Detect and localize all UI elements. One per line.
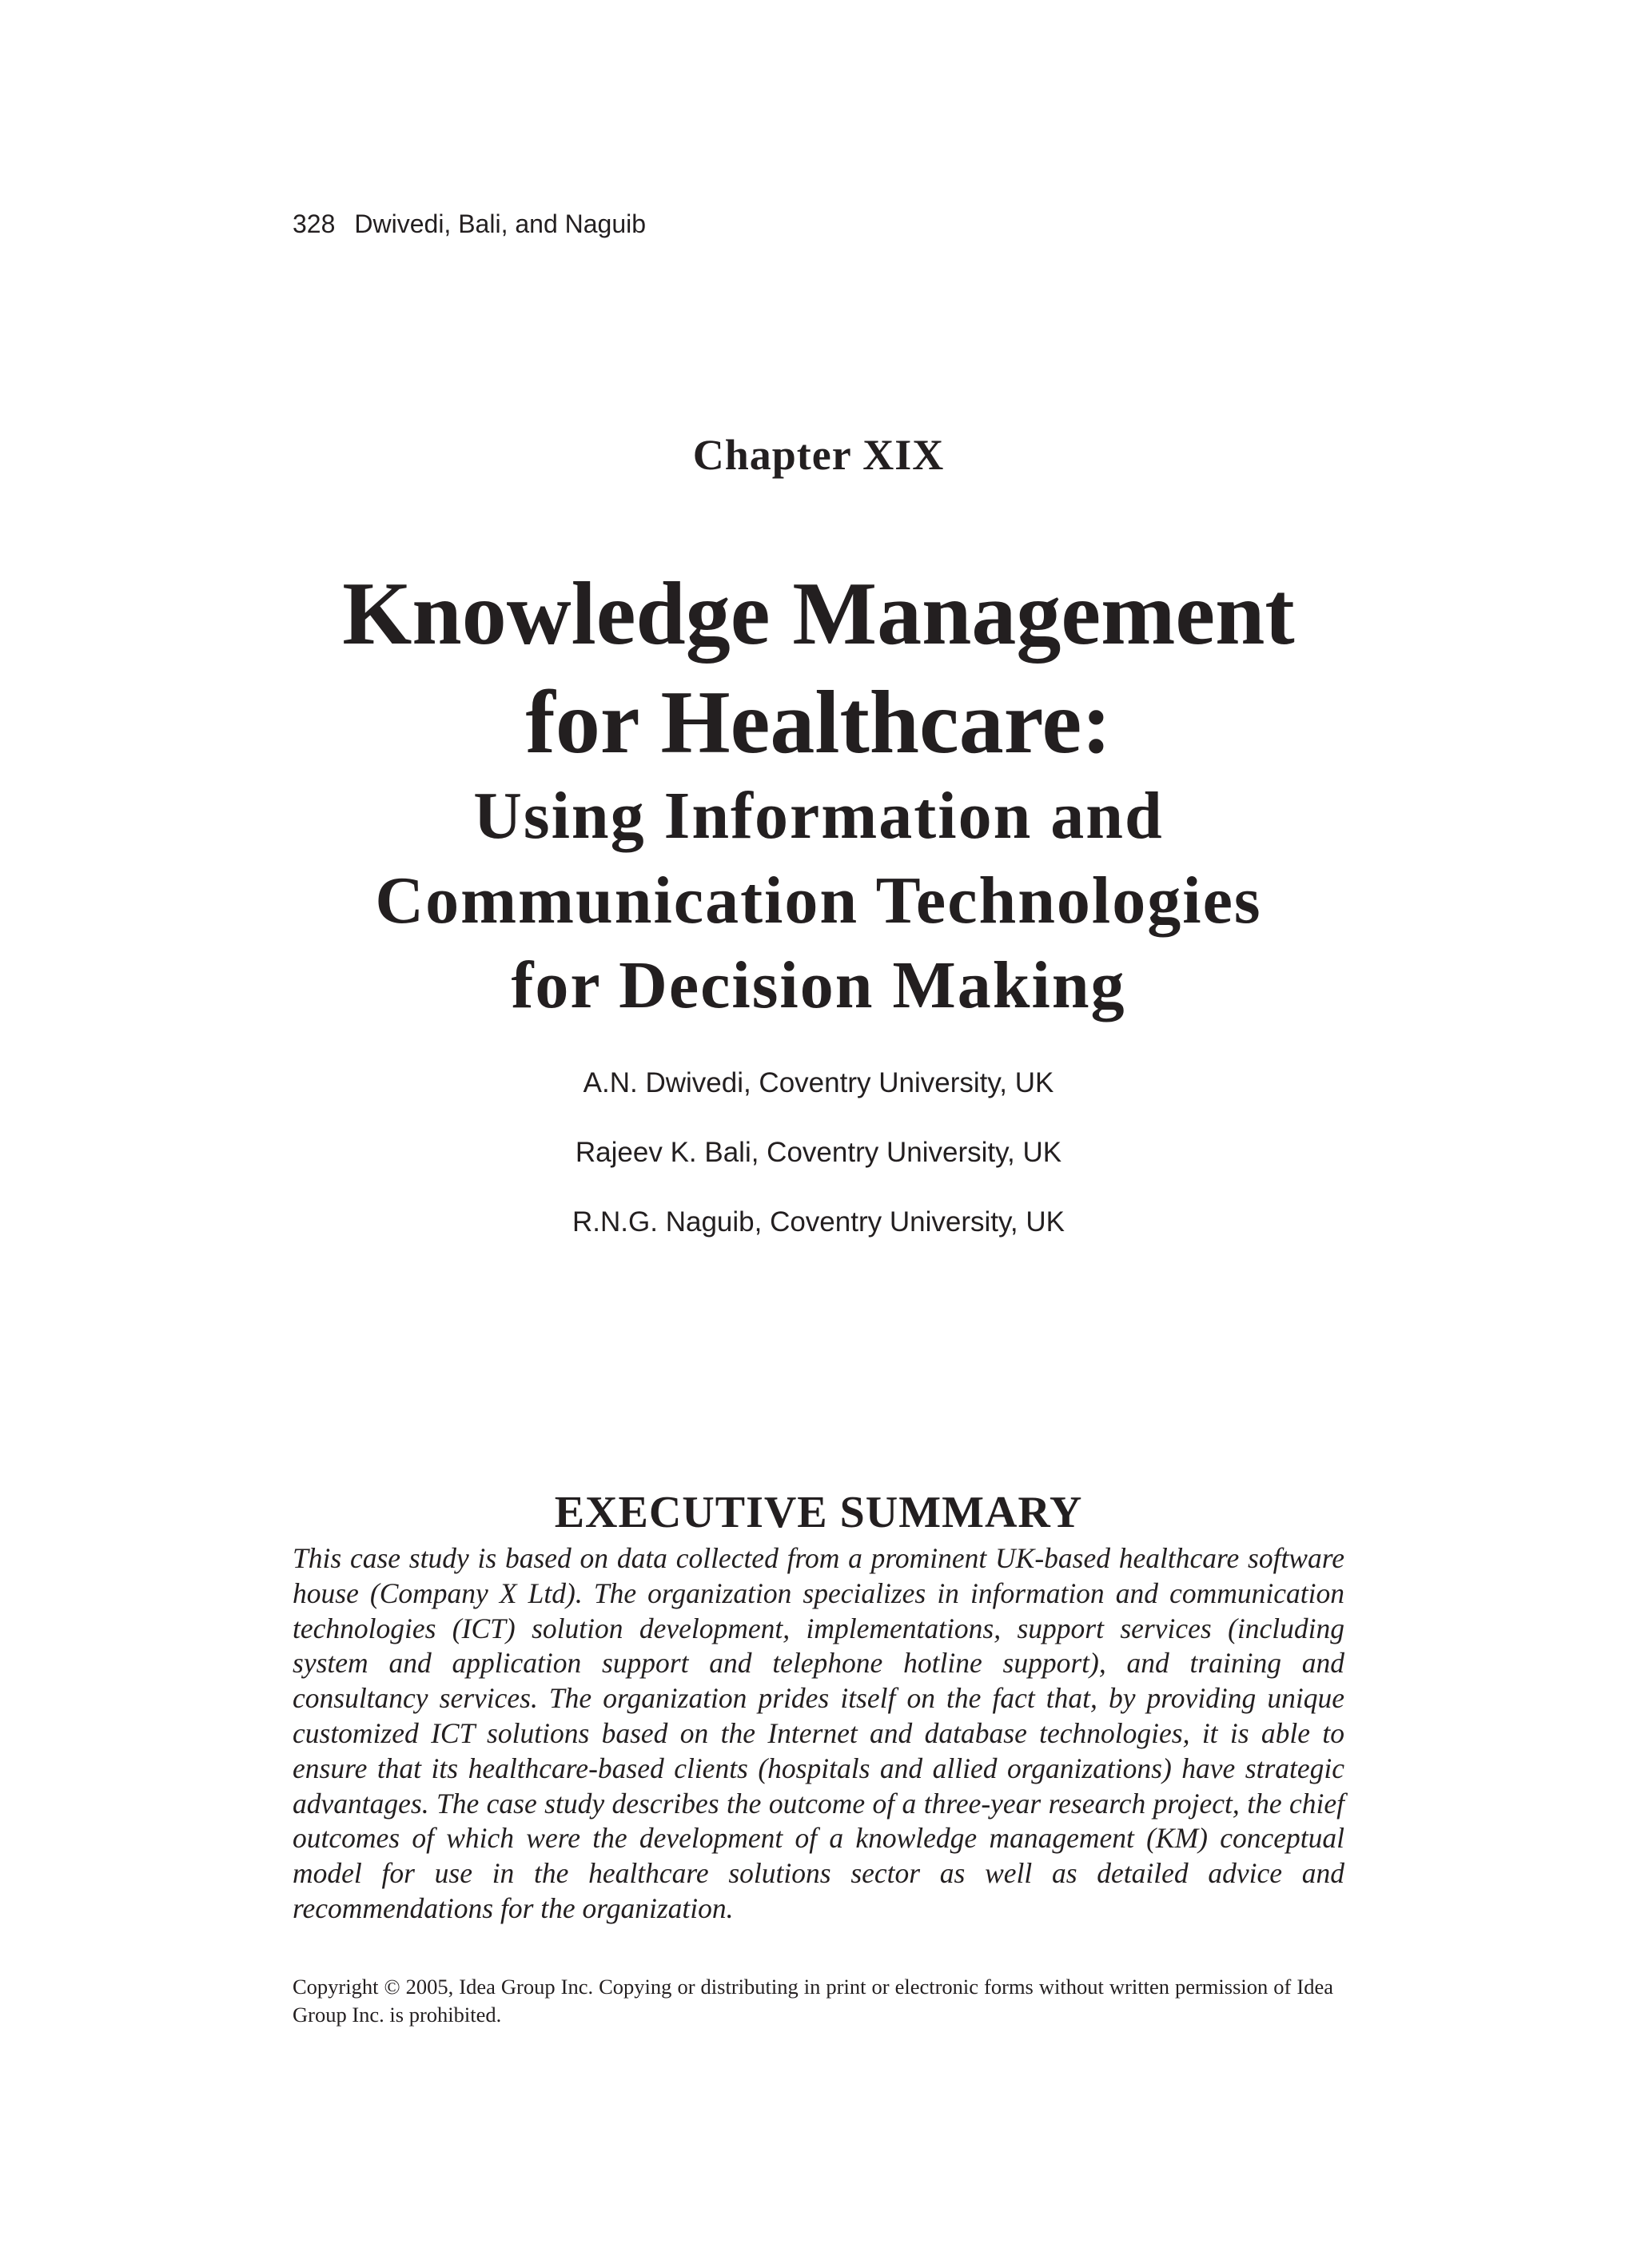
chapter-title [0,560,1637,777]
author-affiliation: R.N.G. Naguib, Coventry University, UK [572,1206,1065,1238]
chapter-label: Chapter XIX [692,431,945,479]
running-head-authors: Dwivedi, Bali, and Naguib [354,209,647,238]
copyright-notice: Copyright © 2005, Idea Group Inc. Copying or distributing in print or electronic forms without written permission of Idea Group Inc. is prohibited. [293,1975,1333,2027]
author-list [0,1063,1637,1272]
title-line-1: Knowledge Management [342,564,1295,664]
author-affiliation: A.N. Dwivedi, Coventry University, UK [583,1067,1054,1098]
subtitle-line-1: Using Information and [473,779,1164,853]
page-number: 328 [293,209,336,238]
title-line-2: for Healthcare: [525,673,1112,772]
executive-summary-heading: EXECUTIVE SUMMARY [554,1488,1083,1537]
subtitle-line-3: for Decision Making [511,948,1126,1022]
executive-summary-body: This case study is based on data collected from a prominent UK-based healthcare software house (Company X Ltd). The organization specializes in information and communication technologies (ICT) solution development, implementations, support services (including system and application support and telephone hotline support), and training and consultancy services. The organization prides itself on the fact that, by providing unique customized ICT solutions based on the Internet and database technologies, it is able to ensure that its healthcare-based clients (hospitals and allied organizations) have strategic advantages. The case study describes the outcome of a three-year research project, the chief outcomes of which were the development of a knowledge management (KM) conceptual model for use in the healthcare solutions sector as well as detailed advice and recommendations for the organization. [293,1542,1344,1924]
running-head [293,209,646,239]
author-affiliation: Rajeev K. Bali, Coventry University, UK [575,1137,1062,1168]
subtitle-line-2: Communication Technologies [375,863,1262,938]
chapter-subtitle [0,774,1637,1028]
